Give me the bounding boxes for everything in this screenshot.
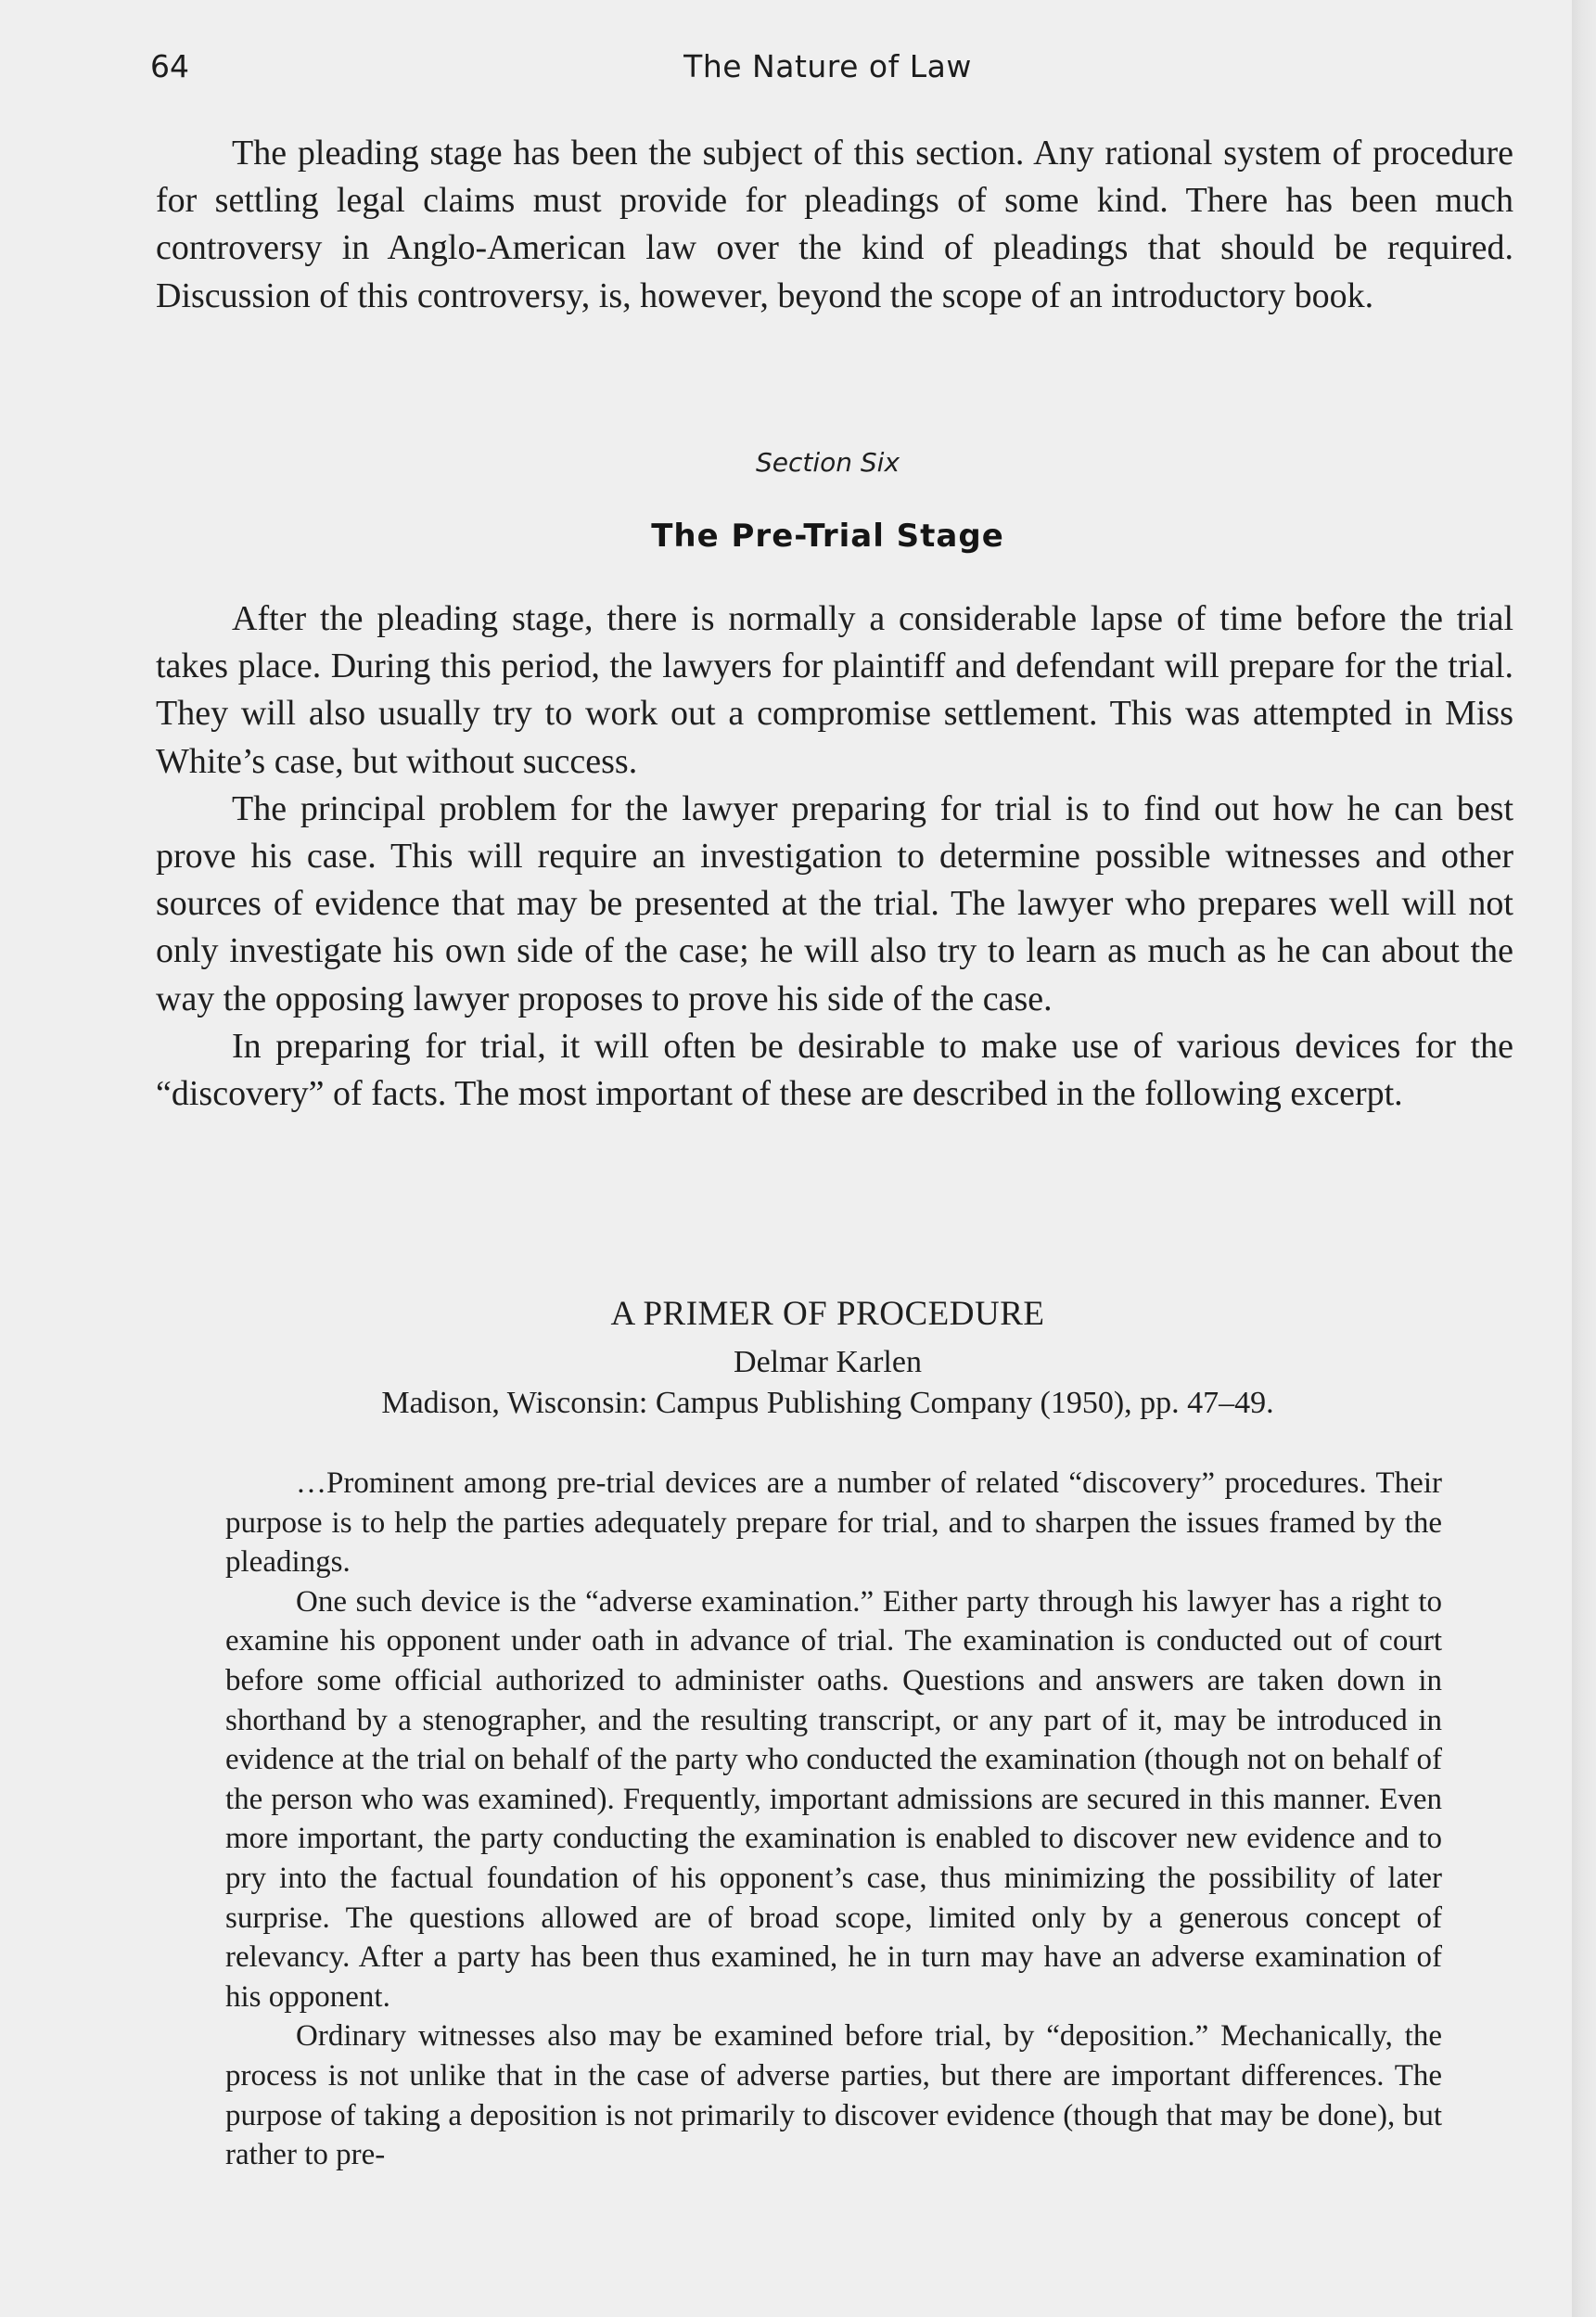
quoted-paragraph: One such device is the “adverse examination.” Either party through his lawyer has a right to examine his opponent under oath in advance of trial. The examination is conducted out of court before some official authorized to administer oaths. Questions and answers are taken down in shorthand by a stenographer, and the resulting transcript, or any part of it, may be introduced in evidence at the trial on behalf of the party who conducted the examination (though not on behalf of the person who was examined). Frequently, important admissions are secured in this manner. Even more important, the party conducting the examination is enabled to discover new evidence and to pry into the factual foundation of his opponent’s case, thus minimizing the possibility of later surprise. The questions allowed are of broad scope, limited only by a generous concept of relevancy. After a party has been thus examined, he in turn may have an adverse examination of his opponent. [225, 1584, 1442, 2014]
section-title: The Pre-Trial Stage [651, 518, 1004, 555]
running-title: The Nature of Law [683, 48, 972, 84]
paragraph: In preparing for trial, it will often be desirable to make use of various devices for the “discovery” of facts. The most important of these are described in the following excerpt. [156, 1026, 1513, 1114]
section-body [156, 595, 1513, 1118]
running-head [0, 48, 1572, 95]
page-number: 64 [150, 48, 189, 84]
excerpt-citation: Madison, Wisconsin: Campus Publishing Company (1950), pp. 47–49. [381, 1386, 1274, 1420]
excerpt-author: Delmar Karlen [734, 1345, 922, 1379]
quoted-paragraph: …Prominent among pre-trial devices are a number of related “discovery” procedures. Their purpose is to help the parties adequately prepare for trial, and to sharpen the issues framed by the pleadings. [225, 1466, 1442, 1580]
paragraph: The principal problem for the lawyer preparing for trial is to find out how he can best prove his case. This will require an investigation to determine possible witnesses and other sources of evidence that may be presented at the trial. The lawyer who prepares well will not only investigate his own side of the case; he will also try to learn as much as he can about the way the opposing lawyer proposes to prove his side of the case. [156, 788, 1513, 1018]
excerpt-title: A PRIMER OF PROCEDURE [610, 1295, 1045, 1333]
paragraph: The pleading stage has been the subject of this section. Any rational system of procedure for settling legal claims must provide for pleadings of some kind. There has been much controversy in Anglo-American law over the kind of pleadings that should be required. Discussion of this controversy, is, however, beyond the scope of an introductory book. [156, 134, 1513, 315]
excerpt-body [225, 1464, 1442, 2175]
quoted-paragraph: Ordinary witnesses also may be examined before trial, by “deposition.” Mechanically, the process is not unlike that in the case of adverse parties, but there are important differences. The purpose of taking a deposition is not primarily to discover evidence (though that may be done), but rather to pre- [225, 2019, 1442, 2172]
page-gutter-shadow [1572, 0, 1596, 2317]
intro-text [156, 130, 1513, 320]
section-label: Section Six [755, 447, 900, 478]
paragraph: After the pleading stage, there is normally a considerable lapse of time before the trial takes place. During this period, the lawyers for plaintiff and defendant will prepare for the trial. They will also usually try to work out a compromise settlement. This was attempted in Miss White’s case, but without success. [156, 599, 1513, 781]
